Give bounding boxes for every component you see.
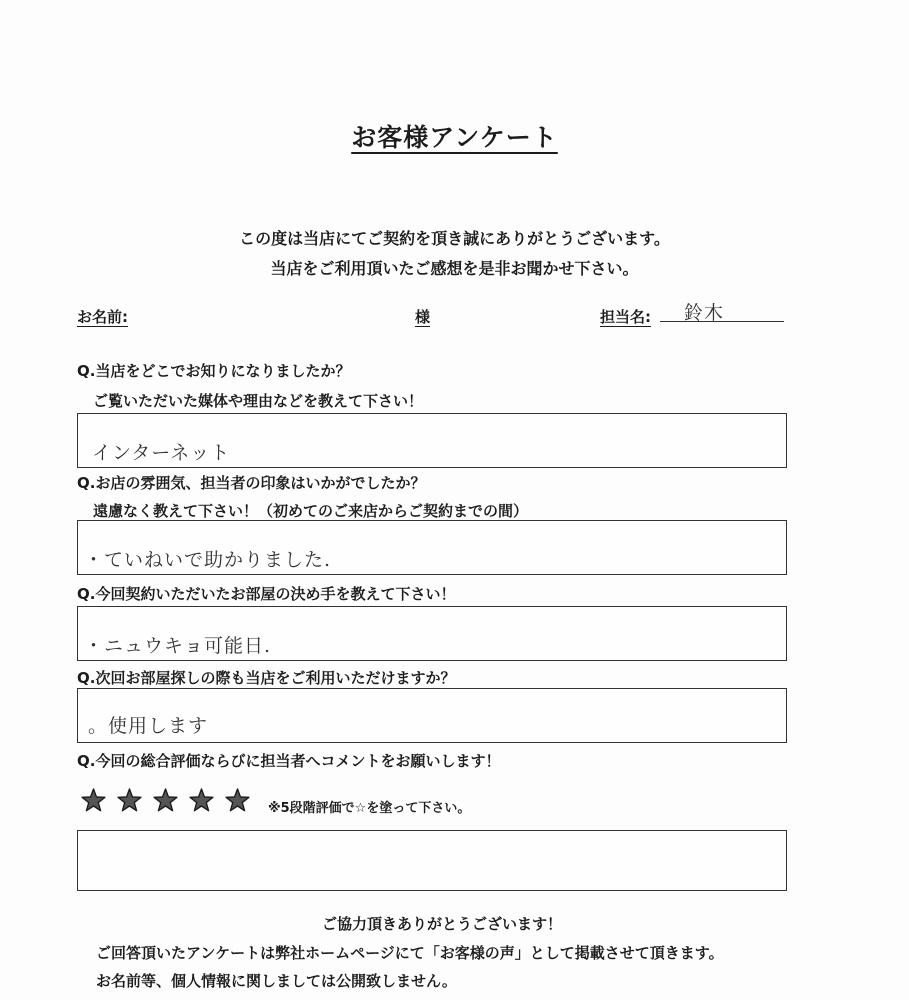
rating-note: ※5段階評価で☆を塗って下さい。 [268, 801, 471, 816]
star-icon[interactable] [80, 788, 107, 813]
answer-box-5 [77, 830, 787, 891]
star-icon[interactable] [224, 788, 251, 813]
answer-box-4 [77, 688, 787, 743]
answer-box-3 [77, 606, 787, 661]
intro-line-2: 当店をご利用頂いたご感想を是非お聞かせ下さい。 [270, 259, 639, 278]
answer-box-2 [77, 520, 787, 575]
question-1: Q.当店をどこでお知りになりましたか？ [77, 362, 351, 380]
question-2: Q.お店の雰囲気、担当者の印象はいかがでしたか？ [77, 474, 426, 492]
staff-label: 担当名: [600, 308, 651, 326]
thanks-message: ご協力頂きありがとうございます！ [322, 915, 563, 933]
question-1-sub: ご覧いただいた媒体や理由などを教えて下さい！ [93, 392, 424, 410]
question-4: Q.次回お部屋探しの際も当店をご利用いただけますか？ [77, 669, 456, 687]
answer-1-text: インターネット [92, 442, 231, 464]
answer-4-text: 。使用します [88, 715, 209, 737]
answer-box-1 [77, 413, 787, 468]
honorific-label: 様 [415, 308, 431, 326]
question-2-sub: 遠慮なく教えて下さい！（初めてのご来店からご契約までの間） [93, 502, 529, 520]
staff-name-value: 鈴木 [684, 302, 725, 324]
name-label: お名前: [77, 308, 128, 326]
star-icon[interactable] [188, 788, 215, 813]
answer-3-text: ・ニュウキョ可能日. [84, 635, 272, 657]
privacy-notice: お名前等、個人情報に関しましては公開致しません。 [96, 972, 457, 990]
survey-title: お客様アンケート [351, 123, 558, 152]
answer-2-text: ・ていねいで助かりました. [84, 549, 332, 571]
staff-underline [660, 321, 784, 322]
star-icon[interactable] [152, 788, 179, 813]
star-icon[interactable] [116, 788, 143, 813]
intro-line-1: この度は当店にてご契約を頂き誠にありがとうございます。 [239, 229, 670, 248]
question-5: Q.今回の総合評価ならびに担当者へコメントをお願いします！ [77, 752, 501, 770]
star-rating [80, 788, 251, 813]
publication-notice: ご回答頂いたアンケートは弊社ホームページにて「お客様の声」として掲載させて頂きます。 [96, 944, 724, 962]
question-3: Q.今回契約いただいたお部屋の決め手を教えて下さい！ [77, 585, 456, 603]
